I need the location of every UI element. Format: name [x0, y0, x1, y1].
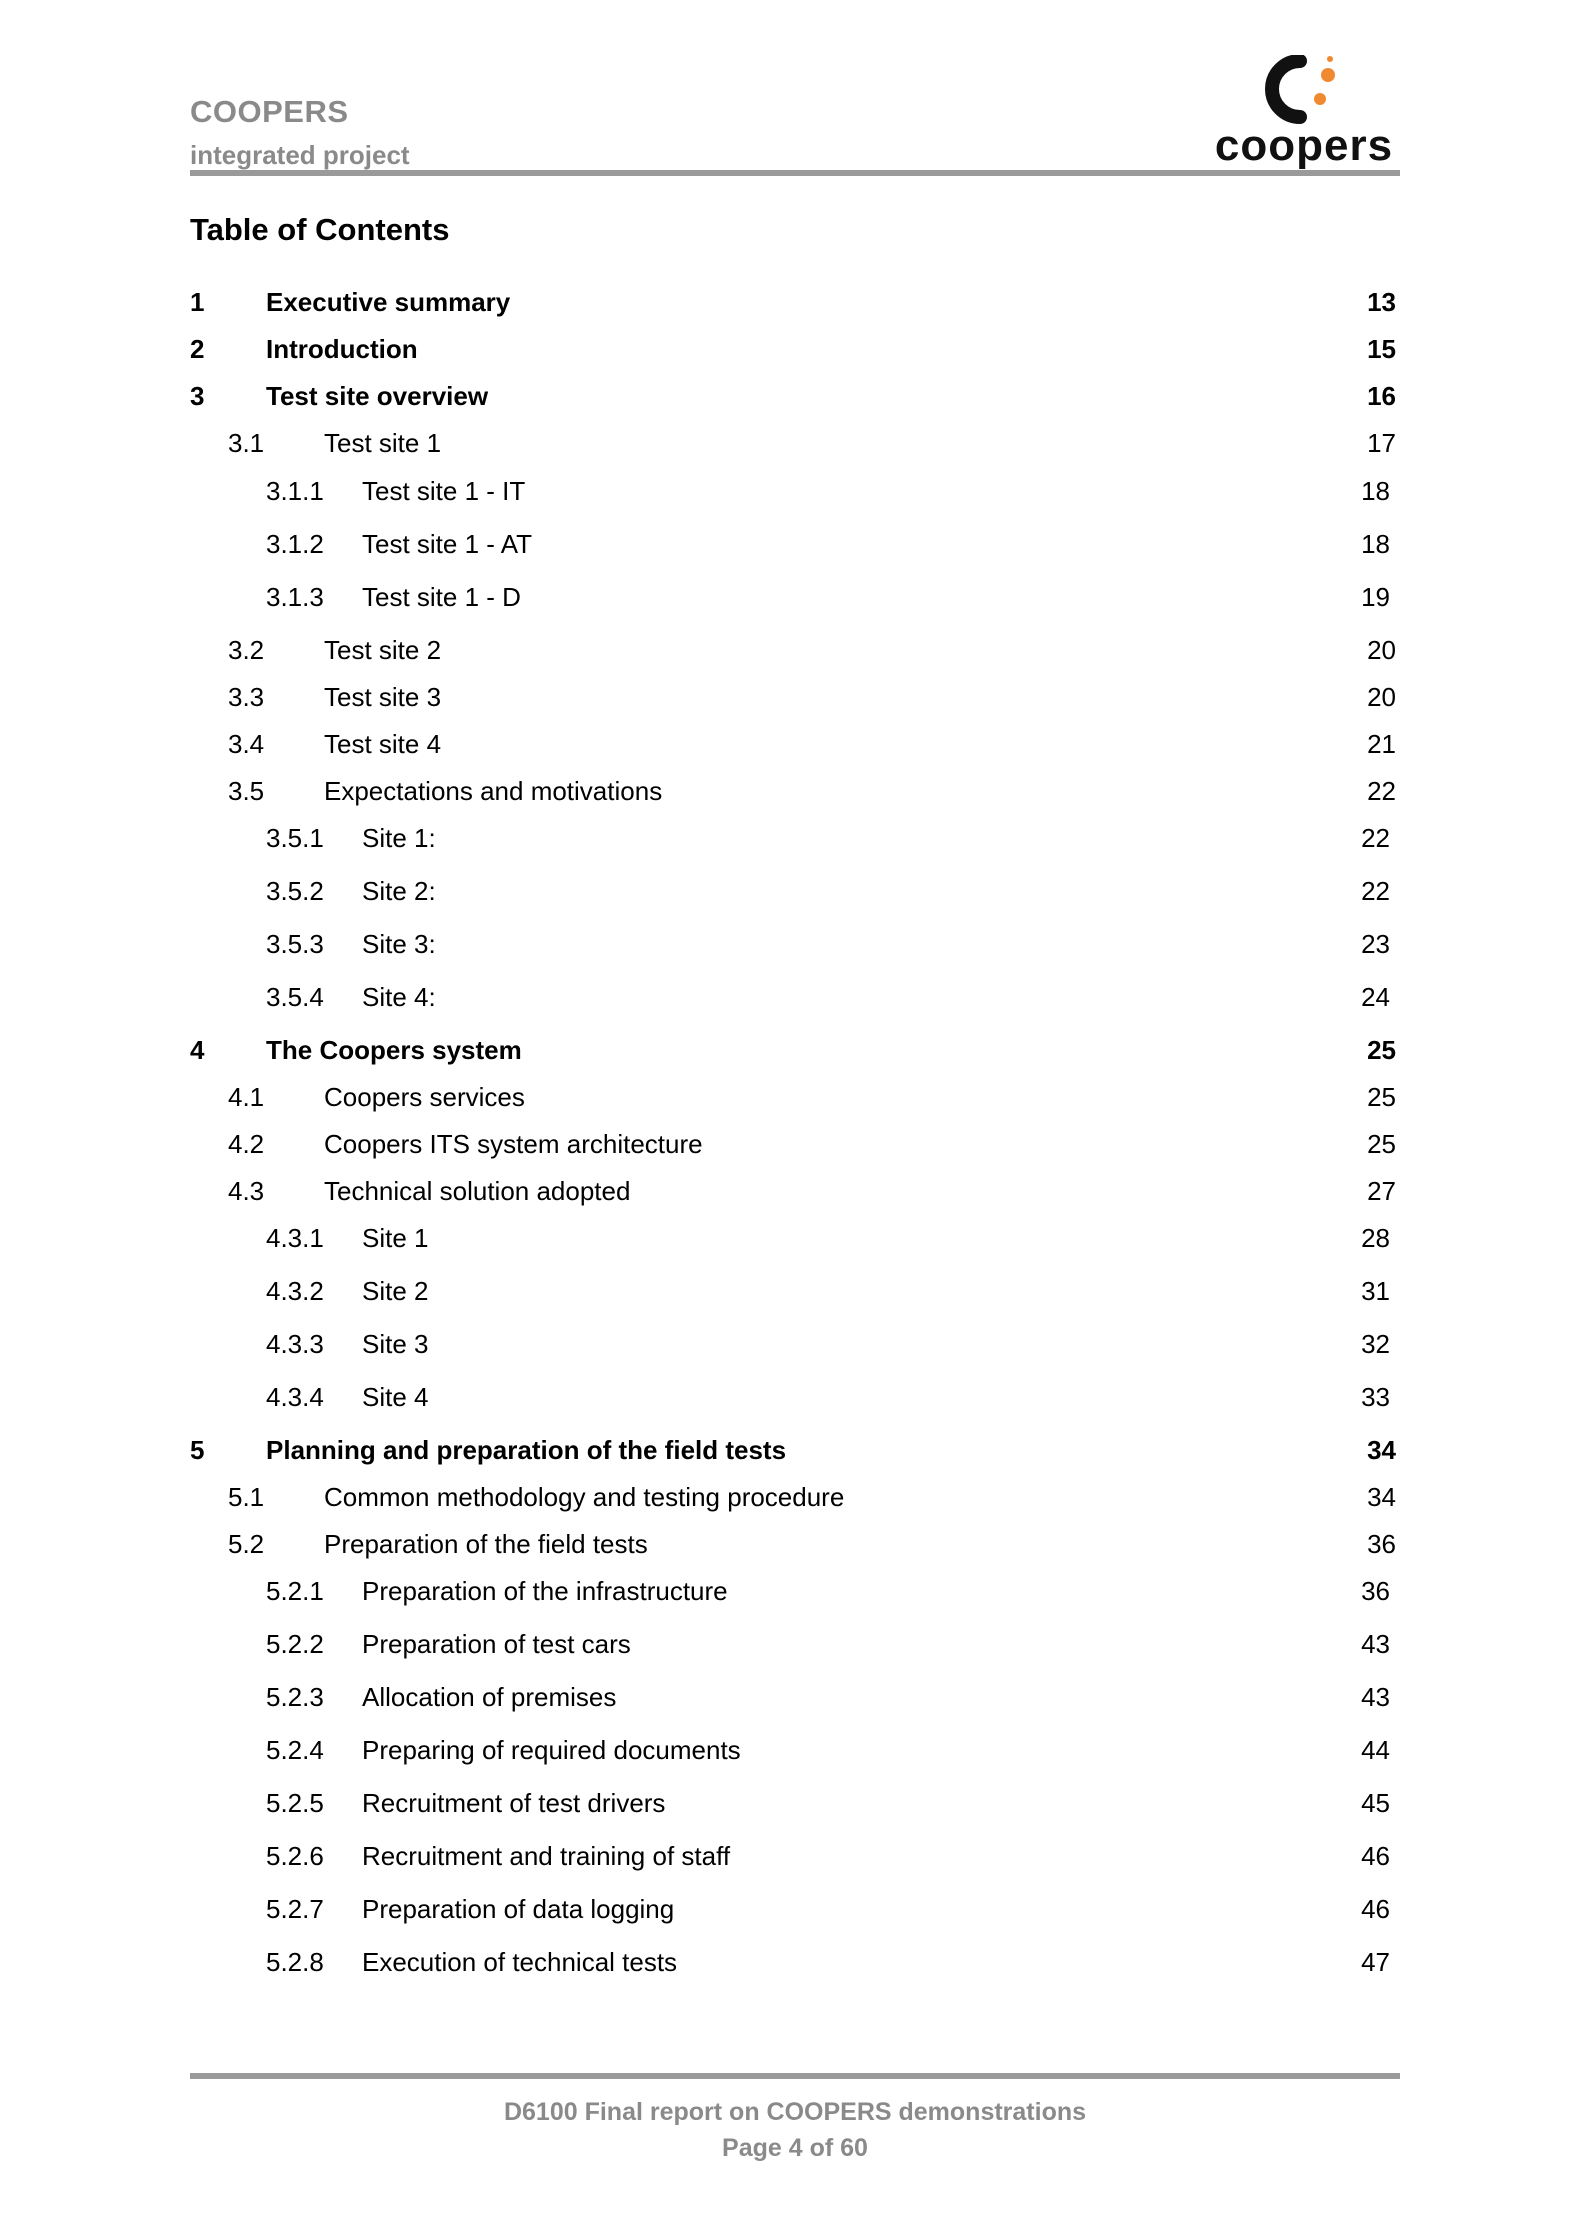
toc-entry-number: 4.1: [228, 1082, 265, 1112]
toc-entry[interactable]: [190, 471, 1396, 511]
toc-entry-page: 34: [1367, 1435, 1396, 1465]
toc-entry-number: 4.2: [228, 1129, 265, 1159]
toc-entry-page: 25: [1367, 1035, 1396, 1065]
toc-entry-number: 5.2.1: [266, 1576, 324, 1606]
toc-entry-page: 45: [1361, 1788, 1390, 1818]
toc-entry-title: Technical solution adopted: [324, 1176, 631, 1206]
header-divider: [190, 170, 1400, 176]
toc-entry-number: 5.2.6: [266, 1841, 324, 1871]
toc-entry-title: Expectations and motivations: [324, 776, 663, 806]
toc-entry-title: Test site 1 - AT: [362, 529, 533, 559]
toc-entry-title: Site 3:: [362, 929, 436, 959]
toc-entry-title: Recruitment and training of staff: [362, 1841, 731, 1871]
toc-entry-page: 43: [1361, 1682, 1390, 1712]
coopers-logo-wordmark: coopers: [1214, 121, 1394, 170]
toc-heading: Table of Contents: [190, 212, 450, 247]
toc-entry-title: Preparation of the field tests: [324, 1529, 648, 1559]
toc-entry-page: 22: [1367, 776, 1396, 806]
toc-entry-title: Preparation of test cars: [362, 1629, 631, 1659]
toc-entry[interactable]: [190, 1218, 1396, 1258]
toc-entry[interactable]: [190, 871, 1396, 911]
toc-entry-page: 46: [1361, 1841, 1390, 1871]
toc-entry[interactable]: [190, 1836, 1396, 1876]
toc-entry[interactable]: [190, 376, 1396, 416]
footer-page-number: Page 4 of 60: [722, 2134, 868, 2162]
toc-entry-title: Site 2:: [362, 876, 436, 906]
toc-entry-title: Executive summary: [266, 287, 511, 317]
toc-entry-number: 4.3.3: [266, 1329, 324, 1359]
toc-entry-number: 4.3: [228, 1176, 265, 1206]
toc-entry-number: 1: [190, 287, 205, 317]
toc-entry-title: Test site 1 - D: [362, 582, 521, 612]
toc-entry-page: 16: [1367, 381, 1396, 411]
toc-entry-title: Preparation of the infrastructure: [362, 1576, 728, 1606]
toc-entry-page: 33: [1361, 1382, 1390, 1412]
toc-entry[interactable]: [190, 1624, 1396, 1664]
toc-entry[interactable]: [190, 1324, 1396, 1364]
toc-entry-title: Test site overview: [266, 381, 489, 411]
toc-entry-page: 46: [1361, 1894, 1390, 1924]
toc-entry-page: 13: [1367, 287, 1396, 317]
toc-entry[interactable]: [190, 1271, 1396, 1311]
toc-entry-number: 3.3: [228, 682, 265, 712]
toc-entry-number: 3.1.2: [266, 529, 324, 559]
toc-entry-title: Test site 2: [324, 635, 442, 665]
toc-entry-title: Execution of technical tests: [362, 1947, 678, 1977]
coopers-logo: [1208, 55, 1400, 173]
toc-entry-title: Coopers ITS system architecture: [324, 1129, 703, 1159]
toc-entry[interactable]: [190, 282, 1396, 322]
toc-entry-page: 25: [1367, 1129, 1396, 1159]
project-title: COOPERS: [190, 94, 349, 129]
toc-entry-title: Test site 3: [324, 682, 442, 712]
toc-entry-title: Introduction: [266, 334, 418, 364]
toc-entry-title: Site 4: [362, 1382, 429, 1412]
toc-entry-number: 5: [190, 1435, 205, 1465]
toc-entry-page: 34: [1367, 1482, 1396, 1512]
toc-entry-title: Coopers services: [324, 1082, 525, 1112]
toc-entry[interactable]: [190, 423, 1396, 463]
toc-entry-title: Recruitment of test drivers: [362, 1788, 666, 1818]
toc-entry-number: 3.5.3: [266, 929, 324, 959]
toc-entry[interactable]: [190, 818, 1396, 858]
toc-entry-page: 43: [1361, 1629, 1390, 1659]
toc-entry-title: Site 1:: [362, 823, 436, 853]
toc-entry-number: 3.1: [228, 428, 265, 458]
toc-entry-number: 5.2.8: [266, 1947, 324, 1977]
toc-entry-number: 3.5.1: [266, 823, 324, 853]
footer-divider: [190, 2073, 1400, 2079]
toc-entry-page: 25: [1367, 1082, 1396, 1112]
toc-entry-number: 3.1.1: [266, 476, 324, 506]
toc-entry[interactable]: [190, 977, 1396, 1017]
toc-entry-number: 5.2.7: [266, 1894, 324, 1924]
toc-entry[interactable]: [190, 524, 1396, 564]
toc-entry[interactable]: [190, 1030, 1396, 1070]
toc-entry[interactable]: [190, 1124, 1396, 1164]
toc-entry[interactable]: [190, 329, 1396, 369]
toc-entry[interactable]: [190, 1430, 1396, 1470]
toc-entry[interactable]: [190, 1171, 1396, 1211]
toc-entry[interactable]: [190, 1942, 1396, 1982]
toc-entry-title: Test site 1 - IT: [362, 476, 526, 506]
toc-entry-title: Site 4:: [362, 982, 436, 1012]
toc-entry-title: Preparation of data logging: [362, 1894, 675, 1924]
toc-entry-page: 32: [1361, 1329, 1390, 1359]
toc-entry-page: 27: [1367, 1176, 1396, 1206]
toc-entry[interactable]: [190, 1524, 1396, 1564]
toc-entry-page: 22: [1361, 876, 1390, 906]
toc-entry-number: 5.2.3: [266, 1682, 324, 1712]
project-subtitle: integrated project: [190, 140, 410, 170]
toc-entry[interactable]: [190, 1571, 1396, 1611]
toc-entry[interactable]: [190, 1077, 1396, 1117]
footer-document-title: D6100 Final report on COOPERS demonstrations: [503, 2098, 1087, 2126]
toc-entry[interactable]: [190, 1477, 1396, 1517]
toc-entry[interactable]: [190, 1677, 1396, 1717]
toc-entry-title: Site 2: [362, 1276, 429, 1306]
toc-entry-number: 4.3.2: [266, 1276, 324, 1306]
toc-entry-page: 47: [1361, 1947, 1390, 1977]
toc-entry-number: 3: [190, 381, 205, 411]
toc-entry-page: 23: [1361, 929, 1390, 959]
toc-entry-number: 5.1: [228, 1482, 265, 1512]
toc-entry-number: 5.2.5: [266, 1788, 324, 1818]
toc-entry-page: 28: [1361, 1223, 1390, 1253]
toc-entry-title: Preparing of required documents: [362, 1735, 741, 1765]
toc-entry-number: 3.5.2: [266, 876, 324, 906]
toc-entry-number: 4.3.4: [266, 1382, 324, 1412]
toc-entry-page: 44: [1361, 1735, 1390, 1765]
toc-entry-page: 18: [1361, 529, 1390, 559]
toc-entry-page: 17: [1367, 428, 1396, 458]
toc-entry-number: 2: [190, 334, 205, 364]
toc-entry-number: 5.2.4: [266, 1735, 324, 1765]
toc-entry-page: 19: [1361, 582, 1390, 612]
toc-entry-page: 20: [1367, 635, 1396, 665]
toc-entry-page: 24: [1361, 982, 1390, 1012]
toc-entry-number: 3.5: [228, 776, 265, 806]
toc-entry-page: 31: [1361, 1276, 1390, 1306]
toc-entry-page: 22: [1361, 823, 1390, 853]
toc-entry[interactable]: [190, 1377, 1396, 1417]
toc-entry[interactable]: [190, 630, 1396, 670]
toc-entry-page: 20: [1367, 682, 1396, 712]
toc-entry-number: 4: [190, 1035, 205, 1065]
toc-entry[interactable]: [190, 1730, 1396, 1770]
toc-entry-number: 5.2.2: [266, 1629, 324, 1659]
toc-entry-page: 18: [1361, 476, 1390, 506]
toc-entry[interactable]: [190, 724, 1396, 764]
toc-entry-title: Test site 1: [324, 428, 442, 458]
toc-entry-number: 4.3.1: [266, 1223, 324, 1253]
toc-entry[interactable]: [190, 771, 1396, 811]
toc-entry-title: Common methodology and testing procedure: [324, 1482, 845, 1512]
toc-entry-title: Site 1: [362, 1223, 429, 1253]
toc-entry-number: 3.2: [228, 635, 265, 665]
toc-entry-title: Planning and preparation of the field tests: [266, 1435, 787, 1465]
toc-entry-title: The Coopers system: [266, 1035, 522, 1065]
toc-entry-page: 36: [1367, 1529, 1396, 1559]
toc-entry-title: Site 3: [362, 1329, 429, 1359]
toc-entry-title: Allocation of premises: [362, 1682, 617, 1712]
toc-entry[interactable]: [190, 924, 1396, 964]
toc-entry[interactable]: [190, 1889, 1396, 1929]
toc-entry-title: Test site 4: [324, 729, 442, 759]
toc-entry[interactable]: [190, 1783, 1396, 1823]
toc-entry-number: 5.2: [228, 1529, 265, 1559]
toc-entry-page: 36: [1361, 1576, 1390, 1606]
toc-entry[interactable]: [190, 677, 1396, 717]
toc-entry-number: 3.1.3: [266, 582, 324, 612]
coopers-logo-mark-icon: [1256, 55, 1352, 127]
toc-entry-page: 21: [1367, 729, 1396, 759]
toc-entry-page: 15: [1367, 334, 1396, 364]
toc-entry-number: 3.4: [228, 729, 265, 759]
toc-entry[interactable]: [190, 577, 1396, 617]
toc-entry-number: 3.5.4: [266, 982, 324, 1012]
